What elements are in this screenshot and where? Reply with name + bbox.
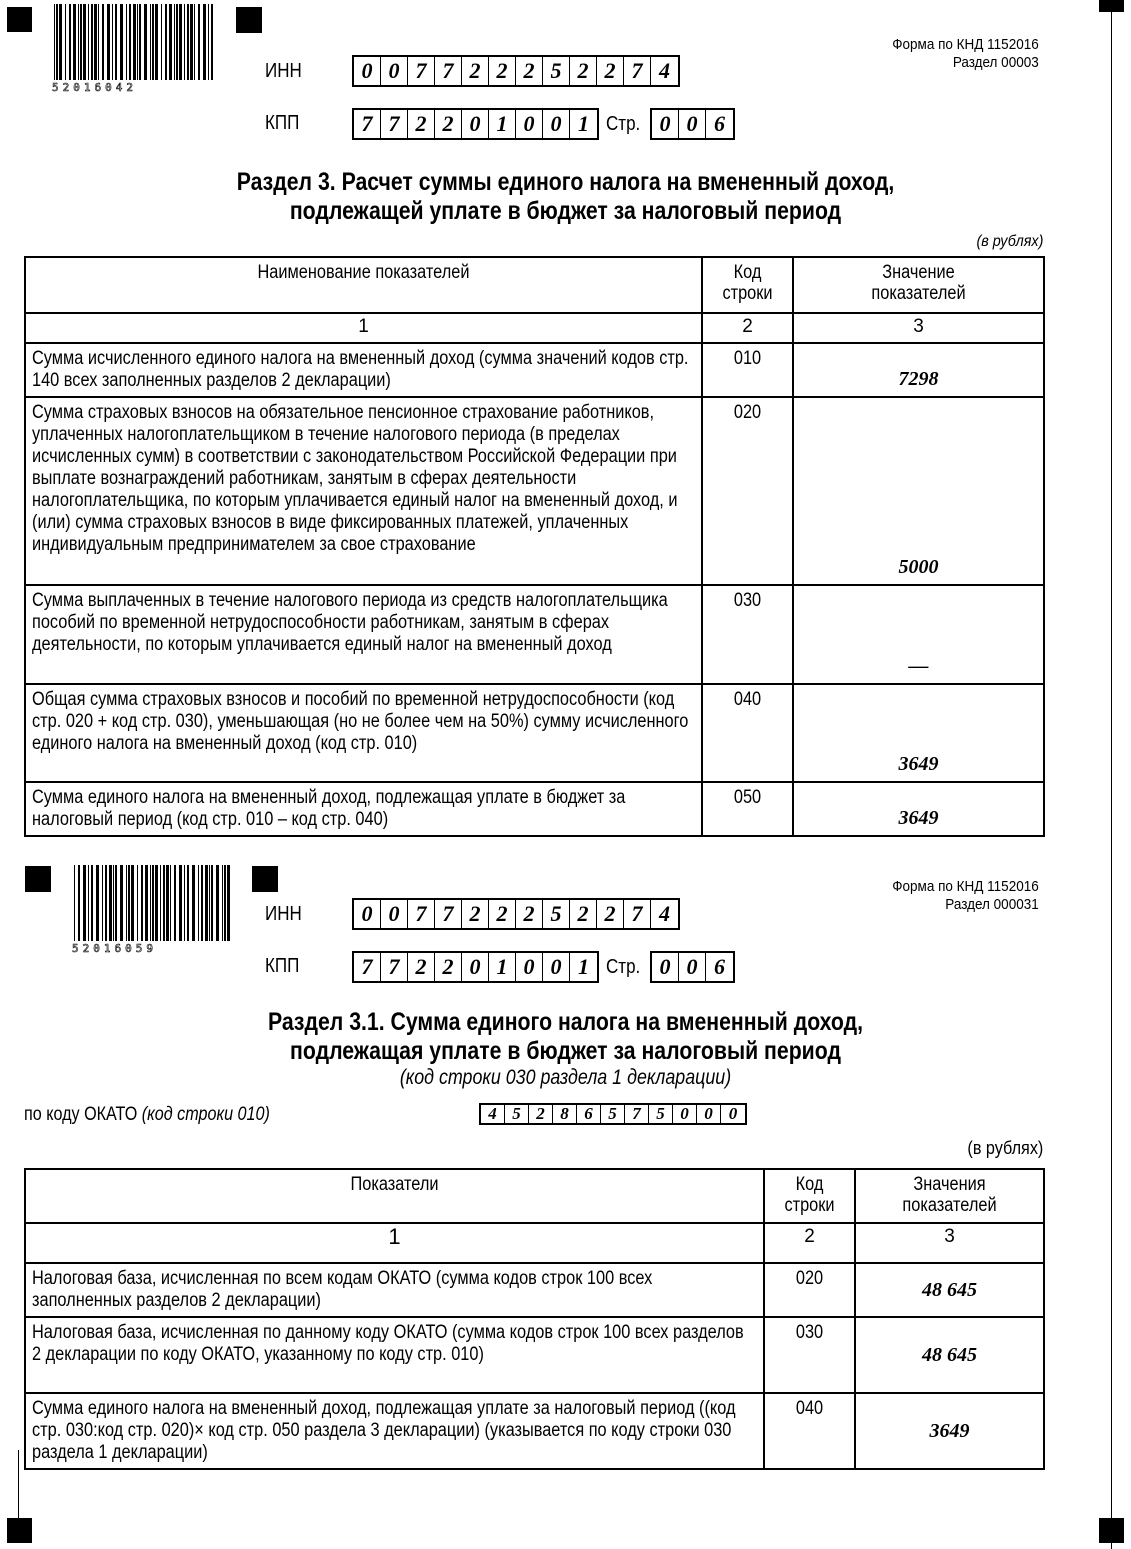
barcode-bar [126,865,127,941]
row-value[interactable]: 7298 [793,343,1044,397]
registration-marker [236,7,262,33]
table-row [25,782,1044,836]
digit-cell[interactable]: 2 [597,57,624,85]
barcode-bar [73,4,76,80]
header-values: Значения показателей [855,1169,1044,1223]
form-code [893,36,1039,72]
row-value[interactable]: 48 645 [855,1263,1044,1317]
barcode-bar [69,4,71,80]
digit-cell[interactable]: 0 [543,110,570,138]
section-code: Раздел 000031 [945,896,1039,913]
barcode-bar [80,4,82,80]
barcode-bar [112,4,113,80]
barcode-bar [139,4,141,80]
digit-cell[interactable]: 2 [435,953,462,981]
digit-cell[interactable]: 5 [543,57,570,85]
digit-cell[interactable]: 7 [381,110,408,138]
digit-cell[interactable]: 4 [659,58,670,83]
barcode-bar [129,4,131,80]
barcode-bar [94,4,97,80]
col-number-2: 2 [702,313,793,343]
inn-label: ИНН [265,60,302,82]
barcode-bar [163,865,165,941]
barcode-bar [98,4,99,80]
row-name: Сумма единого налога на вмененный доход, подлежащая уплате в бюджет за налоговый период (код стр. 010 – код стр. 040) [25,782,702,836]
digit-cell[interactable]: 7 [625,1105,649,1123]
barcode-bar [155,865,158,941]
barcode-bar [211,4,213,80]
barcode-bar [78,865,80,941]
digit-cell[interactable]: 0 [354,57,381,85]
digit-cell[interactable]: 0 [354,900,381,928]
barcode-bar [120,865,123,941]
section-3-1-table [24,1168,1045,1470]
digit-cell[interactable]: 0 [516,110,543,138]
barcode-bar [194,4,195,80]
digit-cell[interactable]: 4 [481,1105,505,1123]
barcode-bar [224,865,226,941]
digit-cell[interactable]: 0 [728,1104,738,1123]
barcode-bar [107,4,110,80]
barcode-bar [109,865,112,941]
table-row [25,585,1044,684]
row-code: 020 [764,1263,855,1317]
row-name: Сумма исчисленного единого налога на вмененный доход (сумма значений кодов стр. 140 всех заполненных разделов 2 декларации) [25,343,702,397]
digit-cell[interactable]: 0 [462,110,489,138]
barcode-bar [190,4,193,80]
digit-cell[interactable]: 7 [624,57,651,85]
row-value[interactable]: 3649 [855,1393,1044,1469]
barcode-bar [91,4,93,80]
digit-cell[interactable]: 1 [578,111,589,136]
header-indicator-name: Наименование показателей [25,257,702,313]
digit-cell[interactable]: 6 [577,1105,601,1123]
digit-cell[interactable]: 2 [597,900,624,928]
page-label: Стр. [606,113,641,135]
table-header-row [25,257,1044,313]
row-code: 020 [702,397,793,585]
form-knd-code: Форма по КНД 1152016 [892,36,1039,53]
digit-cell[interactable]: 7 [354,110,381,138]
barcode-bar [211,865,213,941]
row-code: 030 [764,1317,855,1393]
barcode-bar [227,865,230,941]
digit-cell[interactable]: 1 [489,110,516,138]
barcode-bar [179,4,182,80]
corner-marker-bottom-right [1099,1518,1124,1543]
col-number-3: 3 [793,313,1044,343]
units-label: (в рублях) [976,233,1043,250]
row-code: 010 [702,343,793,397]
kpp-label: КПП [265,955,300,977]
okato-label-italic: (код строки 010) [141,1104,270,1125]
table-row [25,684,1044,782]
table-row [25,1393,1044,1469]
barcode-bar [166,865,169,941]
barcode-bar [59,4,62,80]
barcode-bar [209,865,210,941]
barcode-bar [88,4,89,80]
digit-cell[interactable]: 4 [659,901,670,926]
col-number-1: 1 [25,313,702,343]
digit-cell[interactable]: 0 [652,110,679,138]
barcode-bar [184,4,185,80]
row-code: 030 [702,585,793,684]
digit-cell[interactable]: 5 [601,1105,625,1123]
barcode-bar [170,865,171,941]
barcode-bar [187,865,189,941]
barcode-number: 52016042 [52,81,137,94]
digit-cell[interactable]: 1 [489,953,516,981]
digit-cell[interactable]: 6 [714,111,725,136]
digit-cell[interactable]: 0 [652,953,679,981]
barcode-bar [152,4,154,80]
barcode-bar [74,865,75,941]
left-border-line [18,1450,19,1520]
page-label: Стр. [606,956,641,978]
form-code [893,878,1039,914]
barcode-bar [179,865,182,941]
section-3-title-line1: Раздел 3. Расчет суммы единого налога на вмененный доход, [236,168,895,196]
row-code: 040 [702,684,793,782]
barcode-bar [174,4,175,80]
barcode-bar [131,865,134,941]
header-line-code: Код строки [702,257,793,313]
digit-cell[interactable]: 0 [673,1105,697,1123]
digit-cell[interactable]: 5 [649,1105,673,1123]
row-name: Сумма выплаченных в течение налогового периода из средств налогоплательщика пособий по временной нетрудоспособности работникам, занятым в сферах деятельности, по которым уплачивается единый налог на вмененный доход [25,585,702,684]
page-number-cells[interactable] [650,108,735,140]
inn-label: ИНН [265,903,302,925]
corner-marker-top-left [7,7,32,32]
barcode-bar [165,4,167,80]
section-3-table [24,256,1045,837]
digit-cell[interactable]: 0 [381,57,408,85]
barcode-bar [128,865,130,941]
digit-cell[interactable]: 2 [435,110,462,138]
barcode-bar [120,4,123,80]
digit-cell[interactable]: 7 [354,953,381,981]
barcode-bar [155,4,158,80]
digit-cell[interactable]: 2 [529,1105,553,1123]
barcode-bar [201,865,203,941]
digit-cell[interactable]: 0 [697,1105,721,1123]
digit-cell[interactable]: 0 [679,110,706,138]
barcode-bar [54,4,55,80]
barcode-bar [184,865,185,941]
digit-cell[interactable]: 1 [578,954,589,979]
row-value[interactable]: 5000 [793,397,1044,585]
section-code: Раздел 00003 [953,54,1039,71]
barcode-bar [83,865,86,941]
table-row [25,1263,1044,1317]
header-line-code: Код строки [764,1169,855,1223]
barcode-bar [91,865,93,941]
barcode-bar [115,4,117,80]
digit-cell[interactable]: 7 [381,953,408,981]
barcode-bar [222,865,223,941]
row-code: 050 [702,782,793,836]
digit-cell[interactable]: 7 [435,57,462,85]
digit-cell[interactable]: 7 [408,900,435,928]
okato-label [24,1104,270,1126]
barcode-bar [216,865,219,941]
column-numbers-row [25,313,1044,343]
barcode-bar [65,4,66,80]
registration-marker-right [252,866,278,892]
digit-cell[interactable]: 2 [516,900,543,928]
inn-cells[interactable] [352,898,680,930]
row-name: Сумма единого налога на вмененный доход, подлежащая уплате за налоговый период ((код стр. 030:код стр. 020)× код стр. 050 раздела 3 декларации) (указывается по коду строки 030 раздела 1 декларации) [25,1393,764,1469]
barcode-bar [144,4,147,80]
digit-cell[interactable]: 7 [624,900,651,928]
row-value[interactable]: 48 645 [855,1317,1044,1393]
digit-cell[interactable]: 2 [462,57,489,85]
kpp-label: КПП [265,112,300,134]
digit-cell[interactable]: 2 [408,953,435,981]
table-row [25,397,1044,585]
digit-cell[interactable]: 0 [679,953,706,981]
okato-label-text: по коду ОКАТО [24,1104,138,1125]
digit-cell[interactable]: 0 [543,953,570,981]
form-knd-code: Форма по КНД 1152016 [892,878,1039,895]
okato-cells[interactable] [479,1103,747,1125]
digit-cell[interactable]: 7 [435,900,462,928]
header-indicators: Показатели [25,1169,764,1223]
digit-cell[interactable]: 7 [408,57,435,85]
barcode-bar [150,4,151,80]
section-3-1-title-line2: подлежащая уплате в бюджет за налоговый период [290,1037,841,1065]
barcode-bar [208,4,209,80]
row-value[interactable]: 3649 [793,782,1044,836]
row-code: 040 [764,1393,855,1469]
row-name: Общая сумма страховых взносов и пособий по временной нетрудоспособности (код стр. 020 + код стр. 030), уменьшающая (но не более чем на 50%) сумму исчисленного единого налога на вмененный доход (код стр. 010) [25,684,702,782]
digit-cell[interactable]: 2 [408,110,435,138]
table-header-row [25,1169,1044,1223]
barcode-bar [137,4,138,80]
digit-cell[interactable]: 0 [462,953,489,981]
barcode-2 [72,865,237,955]
col-number-1: 1 [25,1223,764,1263]
barcode-bar [56,4,58,80]
barcode-bar [187,4,189,80]
barcode-bar [174,865,176,941]
right-border-line [1111,0,1112,1549]
digit-cell[interactable]: 8 [553,1105,577,1123]
digit-cell[interactable]: 5 [543,900,570,928]
barcode-bar [102,865,103,941]
row-name: Сумма страховых взносов на обязательное пенсионное страхование работников, уплаченных налогоплательщиком в течение налогового периода (в пределах исчисленных сумм) в соответствии с законодательством Российской Федерации при выплате вознаграждений работникам, занятым в сферах деятельности налогоплательщика, по которым уплачивается единый налог на вмененный доход, и (или) сумма страховых взносов в виде фиксированных платежей, уплаченных индивидуальным предпринимателем за свое страхование [25,397,702,585]
barcode-bar [126,4,127,80]
barcode-bar [113,865,114,941]
barcode-bar [160,865,161,941]
section-3-1-title-line1: Раздел 3.1. Сумма единого налога на вмененный доход, [267,1008,864,1036]
digit-cell[interactable]: 2 [570,57,597,85]
row-name: Налоговая база, исчисленная по данному коду ОКАТО (сумма кодов строк 100 всех разделов 2 декларации по коду ОКАТО, указанному по коду стр. 010) [25,1317,764,1393]
section-3-title-line2: подлежащей уплате в бюджет за налоговый период [289,197,842,225]
digit-cell[interactable]: 0 [516,953,543,981]
barcode-number: 52016059 [72,942,157,955]
barcode-bar [198,4,200,80]
digit-cell[interactable]: 2 [489,900,516,928]
row-value[interactable]: 3649 [793,684,1044,782]
barcode-bar [141,865,143,941]
corner-marker-bottom-left [7,1518,32,1543]
row-name: Налоговая база, исчисленная по всем кодам ОКАТО (сумма кодов строк 100 всех заполненных разделов 2 декларации) [25,1263,764,1317]
table-row [25,1317,1044,1393]
barcode-bar [115,865,117,941]
barcode-bar [102,4,104,80]
page-number-cells[interactable] [650,951,735,983]
inn-cells[interactable] [352,55,680,87]
digit-cell[interactable]: 2 [516,57,543,85]
barcode-bar [192,865,195,941]
barcode-bar [176,4,178,80]
barcode-bar [133,4,136,80]
barcode-1 [52,4,217,94]
barcode-bar [150,865,151,941]
col-number-2: 2 [764,1223,855,1263]
barcode-bar [203,4,206,80]
kpp-cells[interactable] [352,951,599,983]
registration-marker-left [25,866,51,892]
digit-cell[interactable]: 2 [570,900,597,928]
barcode-bar [152,865,154,941]
units-label: (в рублях) [967,1138,1043,1158]
barcode-bar [96,865,99,941]
kpp-cells[interactable] [352,108,599,140]
barcode-bar [198,865,199,941]
col-number-3: 3 [855,1223,1044,1263]
barcode-bar [105,865,107,941]
barcode-bar [145,865,148,941]
barcode-bar [169,4,172,80]
barcode-bar [161,4,162,80]
row-value[interactable]: — [793,585,1044,684]
digit-cell[interactable]: 5 [505,1105,529,1123]
column-numbers-row [25,1223,1044,1263]
barcode-bar [88,865,89,941]
barcode-bar [78,4,79,80]
digit-cell[interactable]: 2 [489,57,516,85]
table-row [25,343,1044,397]
header-value: Значение показателей [793,257,1044,313]
section-3-1-subtitle: (код строки 030 раздела 1 декларации) [399,1066,732,1089]
digit-cell[interactable]: 2 [462,900,489,928]
barcode-bar [83,4,86,80]
barcode-bar [137,865,138,941]
digit-cell[interactable]: 6 [714,954,725,979]
barcode-bar [205,865,208,941]
digit-cell[interactable]: 0 [381,900,408,928]
